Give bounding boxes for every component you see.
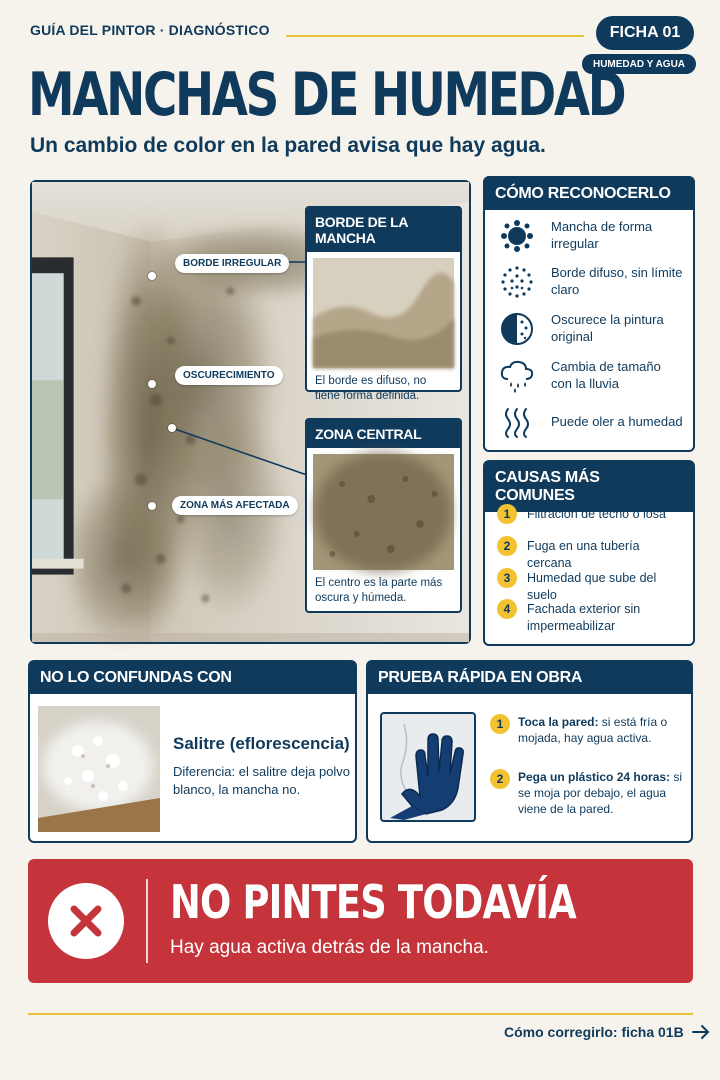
recognize-item bbox=[495, 264, 685, 300]
category-tag: HUMEDAD Y AGUA bbox=[582, 54, 696, 74]
recognize-item bbox=[495, 311, 685, 347]
test-step-number: 1 bbox=[490, 714, 510, 734]
test-step bbox=[490, 769, 690, 818]
salitre-difference: Diferencia: el salitre deja polvo blanco, la mancha no. bbox=[173, 764, 351, 797]
test-step bbox=[490, 714, 690, 746]
callout-borde-irregular: BORDE IRREGULAR bbox=[175, 254, 289, 273]
test-step-text bbox=[510, 714, 690, 746]
footer-divider bbox=[28, 1013, 693, 1015]
cause-text: Humedad que sube del suelo bbox=[527, 571, 657, 602]
recognize-item-text: Cambia de tamaño con la lluvia bbox=[551, 359, 661, 391]
recognize-item-text: Puede oler a humedad bbox=[551, 413, 683, 429]
cause-number: 1 bbox=[497, 504, 517, 524]
callout-zona-mas-afectada: ZONA MÁS AFECTADA bbox=[172, 496, 298, 515]
inset-central bbox=[305, 418, 462, 613]
callout-oscurecimiento: OSCURECIMIENTO bbox=[175, 366, 283, 385]
causes-title: CAUSAS MÁS COMUNES bbox=[485, 462, 693, 512]
confuse-card bbox=[28, 660, 357, 843]
banner-subtitle: Hay agua activa detrás de la mancha. bbox=[170, 937, 489, 958]
callout-dot bbox=[148, 380, 156, 388]
salitre-photo bbox=[38, 706, 160, 832]
x-icon bbox=[48, 883, 124, 959]
recognize-item bbox=[495, 358, 685, 394]
recognize-item bbox=[495, 404, 685, 440]
cause-item bbox=[497, 504, 687, 524]
cause-number: 2 bbox=[497, 536, 517, 556]
glove-hand-icon bbox=[380, 712, 476, 822]
recognize-item-text: Borde difuso, sin límite claro bbox=[551, 265, 683, 297]
inset-borde-photo bbox=[313, 258, 454, 368]
confuse-title: NO LO CONFUNDAS CON bbox=[30, 662, 355, 694]
inset-borde-title: BORDE DE LA MANCHA bbox=[307, 208, 460, 252]
salitre-name: Salitre (eflorescencia) bbox=[173, 734, 350, 753]
cause-number: 4 bbox=[497, 599, 517, 619]
causes-card bbox=[483, 460, 695, 646]
wall-photo-panel bbox=[30, 180, 471, 644]
cause-text: Fuga en una tubería cercana bbox=[527, 539, 640, 570]
banner-divider bbox=[146, 879, 148, 963]
recognize-card bbox=[483, 176, 695, 452]
warning-banner bbox=[28, 859, 693, 983]
page-subtitle: Un cambio de color en la pared avisa que hay agua. bbox=[30, 134, 546, 157]
ficha-badge: FICHA 01 bbox=[596, 16, 694, 50]
half-dark-circle-icon bbox=[495, 311, 539, 347]
test-step-detail: si se moja por debajo, el agua viene de la pared. bbox=[518, 770, 683, 817]
cause-item bbox=[497, 536, 687, 572]
banner-title: NO PINTES TODAVÍA bbox=[170, 875, 576, 929]
test-step-number: 2 bbox=[490, 769, 510, 789]
callout-dot bbox=[168, 424, 176, 432]
splat-icon bbox=[495, 218, 539, 254]
quick-test-card bbox=[366, 660, 693, 843]
cause-text: Filtración de techo o losa bbox=[527, 507, 666, 521]
next-ficha-link[interactable] bbox=[504, 1024, 710, 1040]
page-title: MANCHAS DE HUMEDAD bbox=[28, 60, 625, 130]
kicker: GUÍA DEL PINTOR · DIAGNÓSTICO bbox=[30, 22, 270, 38]
recognize-item-text: Oscurece la pintura original bbox=[551, 312, 664, 344]
cause-number: 3 bbox=[497, 568, 517, 588]
header-divider bbox=[286, 35, 584, 37]
cause-item bbox=[497, 599, 687, 635]
test-step-bold: Pega un plástico 24 horas: bbox=[518, 770, 671, 784]
test-step-text bbox=[510, 769, 690, 818]
inset-central-text: El centro es la parte más oscura y húmeda. bbox=[315, 577, 443, 604]
recognize-item-text: Mancha de forma irregular bbox=[551, 219, 653, 251]
recognize-item bbox=[495, 218, 685, 254]
quick-test-title: PRUEBA RÁPIDA EN OBRA bbox=[368, 662, 691, 694]
inset-central-title: ZONA CENTRAL bbox=[307, 420, 460, 448]
recognize-title: CÓMO RECONOCERLO bbox=[485, 178, 693, 210]
test-step-bold: Toca la pared: bbox=[518, 715, 599, 729]
arrow-right-icon bbox=[692, 1025, 710, 1039]
inset-central-photo bbox=[313, 454, 454, 570]
inset-borde-text: El borde es difuso, no tiene forma definida. bbox=[315, 375, 427, 402]
test-step-detail: si está fría o mojada, hay agua activa. bbox=[518, 715, 668, 746]
cause-text: Fachada exterior sin impermeabilizar bbox=[527, 602, 641, 633]
callout-dot bbox=[148, 502, 156, 510]
rain-cloud-icon bbox=[495, 358, 539, 394]
next-ficha-label: Cómo corregirlo: ficha 01B bbox=[504, 1024, 684, 1040]
smell-waves-icon bbox=[495, 404, 539, 440]
inset-borde bbox=[305, 206, 462, 402]
callout-dot bbox=[148, 272, 156, 280]
dotted-circle-icon bbox=[495, 264, 539, 300]
